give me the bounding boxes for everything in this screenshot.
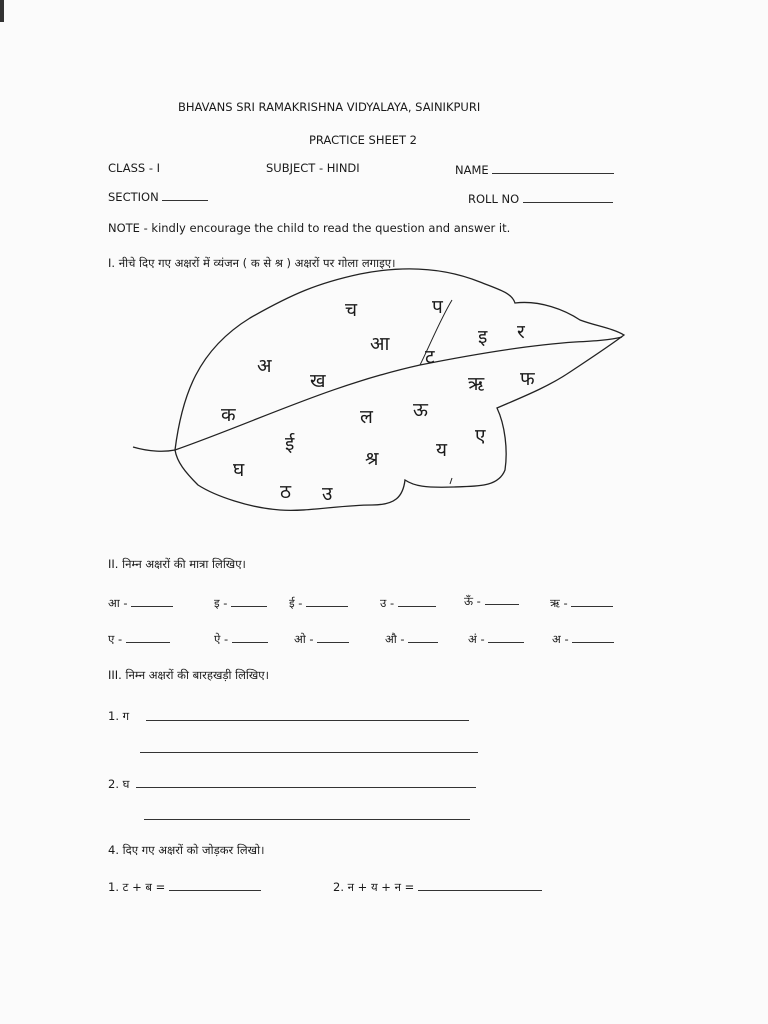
matra-label: ऊँ - bbox=[464, 594, 481, 608]
leaf-letter[interactable]: श्र bbox=[365, 448, 379, 470]
matra-item[interactable] bbox=[214, 632, 268, 647]
leaf-letter[interactable]: र bbox=[517, 321, 525, 343]
matra-label: अं - bbox=[468, 632, 485, 646]
leaf-letter[interactable]: ल bbox=[360, 406, 373, 428]
leaf-letter[interactable]: ट bbox=[425, 346, 435, 368]
matra-item[interactable] bbox=[385, 632, 438, 647]
matra-blank[interactable] bbox=[488, 632, 524, 643]
matra-label: अ - bbox=[552, 632, 569, 646]
matra-label: ऐ - bbox=[214, 632, 229, 646]
leaf-letter[interactable]: ए bbox=[475, 425, 486, 447]
answer-line[interactable] bbox=[140, 752, 478, 753]
school-name: BHAVANS SRI RAMAKRISHNA VIDYALAYA, SAINIKPURI bbox=[178, 100, 481, 114]
leaf-letter[interactable]: अ bbox=[257, 355, 272, 377]
matra-blank[interactable] bbox=[232, 632, 268, 643]
question-2: II. निम्न अक्षरों की मात्रा लिखिए। bbox=[108, 557, 246, 571]
join-item-1[interactable] bbox=[108, 880, 261, 895]
join-blank[interactable] bbox=[418, 880, 542, 891]
matra-blank[interactable] bbox=[485, 594, 519, 605]
matra-item[interactable] bbox=[108, 632, 170, 647]
question-3: III. निम्न अक्षरों की बारहखड़ी लिखिए। bbox=[108, 668, 270, 682]
leaf-letter[interactable]: य bbox=[436, 439, 448, 461]
section-label: SECTION bbox=[108, 190, 159, 204]
note-text: NOTE - kindly encourage the child to read the question and answer it. bbox=[108, 221, 511, 235]
matra-item[interactable] bbox=[108, 596, 173, 611]
matra-blank[interactable] bbox=[126, 632, 170, 643]
matra-item[interactable] bbox=[380, 596, 436, 611]
matra-label: औ - bbox=[385, 632, 405, 646]
leaf-letter[interactable]: ऋ bbox=[468, 373, 485, 395]
answer-line[interactable] bbox=[144, 819, 470, 820]
matra-label: ई - bbox=[289, 596, 303, 610]
answer-line[interactable] bbox=[146, 720, 469, 721]
leaf-letter[interactable]: क bbox=[221, 404, 236, 426]
name-label: NAME bbox=[455, 163, 489, 177]
leaf-letter[interactable]: फ bbox=[520, 368, 535, 390]
leaf-letter[interactable]: च bbox=[345, 299, 358, 321]
question-1: I. नीचे दिए गए अक्षरों में व्यंजन ( क से श्र ) अक्षरों पर गोला लगाइए। bbox=[108, 256, 396, 270]
join-label: 1. ट + ब = bbox=[108, 880, 166, 894]
sheet-title: PRACTICE SHEET 2 bbox=[309, 133, 417, 147]
matra-item[interactable] bbox=[294, 632, 349, 647]
join-label: 2. न + य + न = bbox=[333, 880, 415, 894]
matra-blank[interactable] bbox=[231, 596, 267, 607]
matra-label: ऋ - bbox=[550, 596, 568, 610]
leaf-letter[interactable]: ई bbox=[285, 433, 295, 455]
matra-label: ओ - bbox=[294, 632, 314, 646]
matra-item[interactable] bbox=[468, 632, 524, 647]
barahkhadi-item-1: 1. ग bbox=[108, 709, 130, 723]
matra-blank[interactable] bbox=[317, 632, 349, 643]
matra-item[interactable] bbox=[214, 596, 267, 611]
matra-blank[interactable] bbox=[306, 596, 348, 607]
matra-blank[interactable] bbox=[398, 596, 436, 607]
join-blank[interactable] bbox=[169, 880, 261, 891]
leaf-letter[interactable]: इ bbox=[478, 326, 488, 348]
barahkhadi-item-2: 2. घ bbox=[108, 777, 130, 791]
matra-blank[interactable] bbox=[571, 596, 613, 607]
matra-blank[interactable] bbox=[408, 632, 438, 643]
question-4: 4. दिए गए अक्षरों को जोड़कर लिखो। bbox=[108, 843, 265, 857]
subject-label: SUBJECT - HINDI bbox=[266, 161, 360, 175]
matra-blank[interactable] bbox=[131, 596, 173, 607]
matra-label: उ - bbox=[380, 596, 395, 610]
leaf-letter[interactable]: आ bbox=[370, 333, 390, 355]
matra-label: आ - bbox=[108, 596, 128, 610]
leaf-letter[interactable]: ठ bbox=[280, 481, 292, 503]
matra-label: ए - bbox=[108, 632, 123, 646]
leaf-letter[interactable]: घ bbox=[233, 459, 245, 481]
answer-line[interactable] bbox=[136, 787, 476, 788]
matra-item[interactable] bbox=[550, 596, 613, 611]
matra-label: इ - bbox=[214, 596, 228, 610]
roll-label: ROLL NO bbox=[468, 192, 520, 206]
leaf-letter[interactable]: प bbox=[432, 296, 443, 318]
leaf-letter[interactable]: ऊ bbox=[413, 399, 428, 421]
matra-blank[interactable] bbox=[572, 632, 614, 643]
class-label: CLASS - I bbox=[108, 161, 161, 175]
leaf-letter[interactable]: ख bbox=[310, 370, 326, 392]
join-item-2[interactable] bbox=[333, 880, 542, 895]
matra-item[interactable] bbox=[552, 632, 614, 647]
leaf-letter[interactable]: उ bbox=[322, 483, 333, 505]
matra-item[interactable] bbox=[289, 596, 348, 611]
matra-item[interactable] bbox=[464, 594, 519, 609]
